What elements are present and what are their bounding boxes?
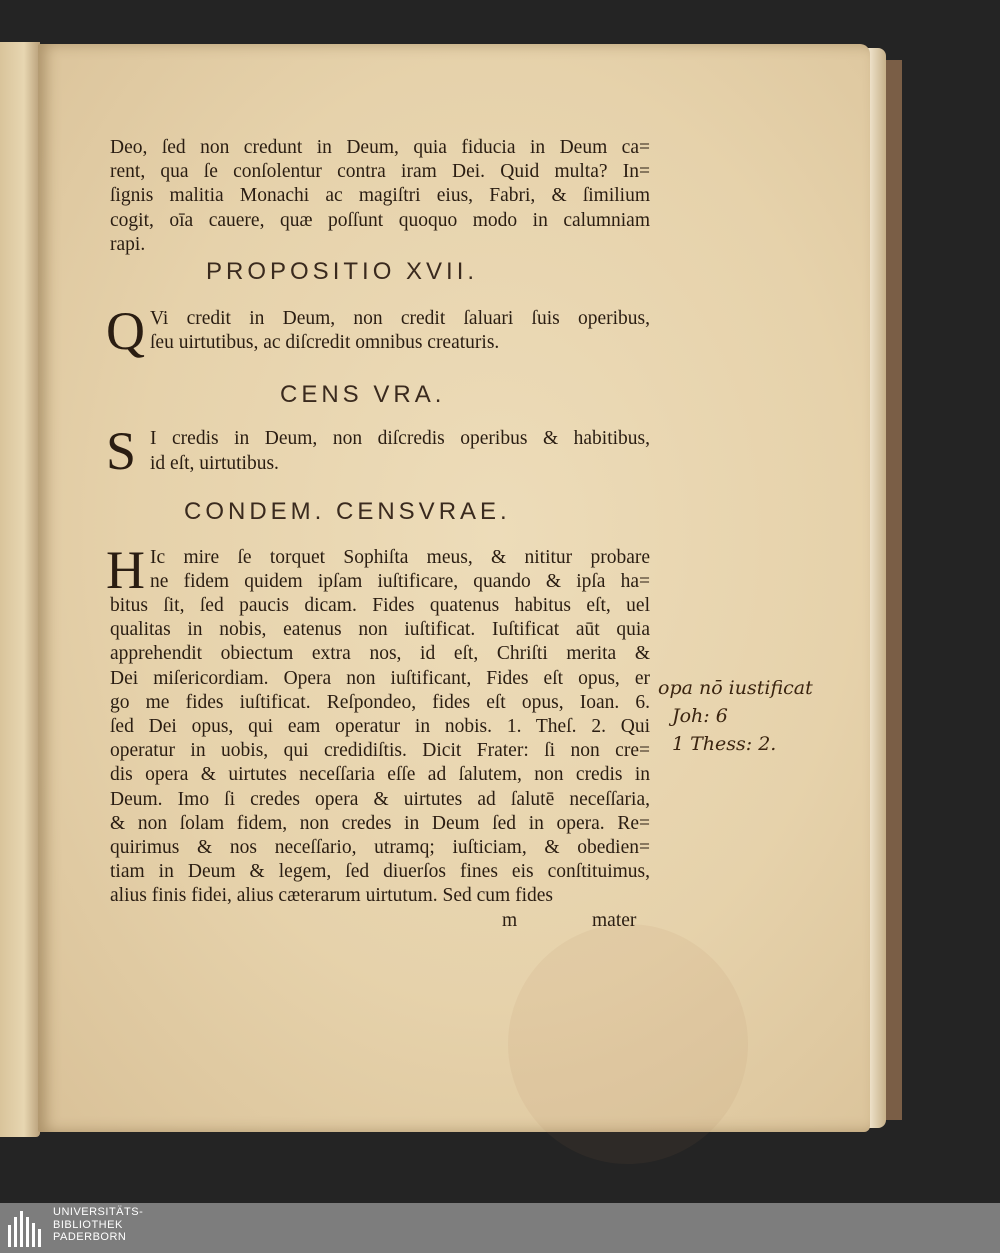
opening-line: ſignis malitia Monachi ac magiſtri eius, Fabri, & ſimilium [110,185,650,207]
condem-line: tiam in Deum & legem, ſed diuerſos fines eis conſtituimus, [110,861,650,883]
library-name [53,1206,143,1244]
printed-text [106,136,650,935]
library-name-line1: UNIVERSITÄTS- [53,1206,144,1218]
censura-block [106,421,650,482]
propositio-line: Vi credit in Deum, non credit ſaluari ſuis operibus, [150,307,650,329]
handwritten-marginalia [658,674,813,758]
left-page-edge [0,42,40,1137]
catchword: mater [592,909,637,931]
condem-line: go me fides iuſtificat. Reſpondeo, fides eſt opus, Ioan. 6. [110,691,650,713]
opening-line: rent, qua ſe conſolentur contra iram Dei. Quid multa? In= [110,161,650,183]
propositio-line: ſeu uirtutibus, ac diſcredit omnibus creaturis. [150,332,500,354]
signature-mark: m [502,909,518,931]
marginal-note: 1 Thess: 2. [672,733,777,755]
condem-line: Dei miſericordiam. Opera non iuſtificant, Fides eſt opus, er [110,667,650,689]
condem-line: alius finis fidei, alius cæterarum uirtutum. Sed cum fides [110,885,553,907]
condem-initial-line: ne fidem quidem ipſam iuſtificare, quando & ipſa ha= [150,570,650,592]
condem-line: quirimus & nos neceſſario, utramq; iuſticiam, & obedien= [110,836,650,858]
library-name-line3: PADERBORN [53,1231,127,1243]
paper-stain [508,924,748,1164]
opening-line: rapi. [110,233,146,255]
heading-propositio: PROPOSITIO XVII. [206,257,479,285]
library-logo-icon [8,1211,48,1247]
condem-block [106,539,650,909]
condem-line: & non ſolam fidem, non credes in Deum ſed in opera. Re= [110,812,650,834]
library-footer [0,1203,1000,1253]
condem-line: Deum. Imo ſi credes opera & uirtutes ad ſalutē neceſſaria, [110,788,650,810]
catchword-line [110,909,650,935]
condem-line: ſed Dei opus, qui eam operatur in nobis. 1. Theſ. 2. Qui [110,716,650,737]
heading-condem-censurae: CONDEM. CENSVRAE. [184,497,511,525]
condem-line: operatur in uobis, qui credidiſtis. Dicit Frater: ſi non cre= [110,740,650,762]
opening-line: Deo, ſed non credunt in Deum, quia fiducia in Deum ca= [110,137,650,158]
drop-cap-h: H [106,539,145,600]
condem-initial-line: Ic mire ſe torquet Sophiſta meus, & nititur probare [150,546,650,568]
opening-line: cogit, oīa cauere, quæ poſſunt quoquo modo in calumniam [110,209,650,231]
condem-line: qualitas in nobis, eatenus non iuſtificat. Iuſtificat aūt quia [110,619,650,641]
condem-line: bitus ſit, ſed paucis dicam. Fides quatenus habitus eſt, uel [110,595,650,617]
drop-cap-s: S [106,421,137,482]
heading-censura: CENS VRA. [280,381,446,409]
censura-line: id eſt, uirtutibus. [150,452,279,474]
propositio-block [106,300,650,361]
library-name-line2: BIBLIOTHEK [53,1218,123,1231]
condem-line: apprehendit obiectum extra nos, id eſt, Chriſti merita & [110,643,650,665]
marginal-note: opa nō iustificat [658,677,813,699]
paragraph-opening [110,136,650,257]
condem-line: dis opera & uirtutes neceſſaria eſſe ad ſalutem, non credis in [110,764,650,786]
censura-line: I credis in Deum, non diſcredis operibus & habitibus, [150,428,650,450]
drop-cap-q: Q [106,300,145,361]
marginal-note: Joh: 6 [672,705,728,727]
